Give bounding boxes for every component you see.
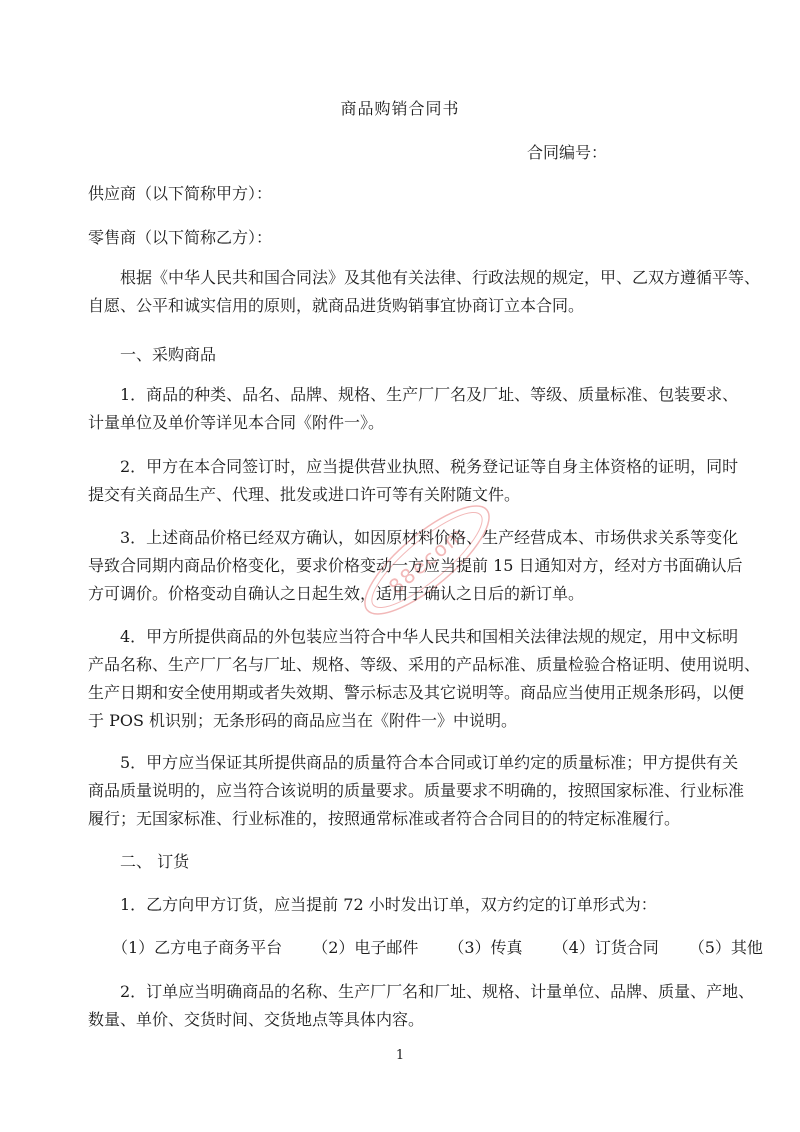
section-1-item-5	[88, 749, 745, 833]
item-2-line-2: 提交有关商品生产、代理、批发或进口许可等有关附随文件。	[88, 485, 521, 504]
section-2-item-1: 1．乙方向甲方订货，应当提前 72 小时发出订单，双方约定的订单形式为：	[120, 895, 657, 914]
item-3-line-1: 3．上述商品价格已经双方确认，如因原材料价格、生产经营成本、市场供求关系等变化	[120, 528, 739, 547]
item-3-line-3: 方可调价。价格变动自确认之日起生效，适用于确认之日后的新订单。	[88, 584, 585, 603]
retailer-label: 零售商（以下简称乙方）：	[88, 228, 273, 247]
item-5-line-2: 商品质量说明的，应当符合该说明的质量要求。质量要求不明确的，按照国家标准、行业标准	[88, 781, 745, 800]
section-1-heading: 一、采购商品	[120, 345, 217, 364]
contract-number-label: 合同编号：	[527, 143, 608, 162]
page-number: 1	[395, 1048, 405, 1063]
order-form-option: （1）乙方电子商务平台	[112, 938, 283, 957]
item-5-line-3: 履行；无国家标准、行业标准的，按照通常标准或者符合合同目的的特定标准履行。	[88, 809, 681, 828]
order-form-option: （3）传真	[448, 938, 523, 957]
item-2-line-1: 2．甲方在本合同签订时，应当提供营业执照、税务登记证等自身主体资格的证明，同时	[120, 457, 739, 476]
item-4-line-1: 4．甲方所提供商品的外包装应当符合中华人民共和国相关法律法规的规定，用中文标明	[120, 627, 739, 646]
item-2-2-line-1: 2．订单应当明确商品的名称、生产厂厂名和厂址、规格、计量单位、品牌、质量、产地、	[120, 982, 755, 1001]
section-1-item-1	[88, 381, 739, 437]
item-4-line-3: 生产日期和安全使用期或者失效期、警示标志及其它说明等。商品应当使用正规条形码，以便	[88, 683, 745, 702]
order-form-option: （5）其他	[688, 938, 763, 957]
item-1-line-2: 计量单位及单价等详见本合同《附件一》。	[88, 413, 385, 432]
supplier-label: 供应商（以下简称甲方）：	[88, 184, 273, 203]
item-2-2-line-2: 数量、单价、交货时间、交货地点等具体内容。	[88, 1010, 425, 1029]
intro-line-2: 自愿、公平和诚实信用的原则，就商品进货购销事宜协商订立本合同。	[88, 296, 585, 315]
order-form-option: （2）电子邮件	[312, 938, 419, 957]
order-form-options	[112, 935, 763, 958]
order-form-option: （4）订货合同	[552, 938, 659, 957]
item-4-line-2: 产品名称、生产厂厂名与厂址、规格、等级、采用的产品标准、质量检验合格证明、使用说明、	[88, 655, 761, 674]
item-4-line-4: 于 POS 机识别；无条形码的商品应当在《附件一》中说明。	[88, 711, 518, 730]
watermark-text: 88ecom	[383, 521, 471, 599]
item-5-line-1: 5．甲方应当保证其所提供商品的质量符合本合同或订单约定的质量标准；甲方提供有关	[120, 753, 739, 772]
intro-line-1: 根据《中华人民共和国合同法》及其他有关法律、行政法规的规定，甲、乙双方遵循平等、	[120, 268, 761, 287]
item-1-line-1: 1．商品的种类、品名、品牌、规格、生产厂厂名及厂址、等级、质量标准、包装要求、	[120, 385, 739, 404]
item-3-line-2: 导致合同期内商品价格变化，要求价格变动一方应当提前 15 日通知对方，经对方书面确认后	[88, 556, 743, 575]
section-1-item-3	[88, 524, 743, 608]
intro-paragraph	[88, 264, 761, 320]
section-2-item-2	[88, 978, 755, 1034]
section-2-heading: 二、 订货	[120, 852, 190, 871]
page-title: 商品购销合同书	[340, 99, 460, 118]
section-1-item-4	[88, 623, 761, 735]
section-1-item-2	[88, 453, 739, 509]
